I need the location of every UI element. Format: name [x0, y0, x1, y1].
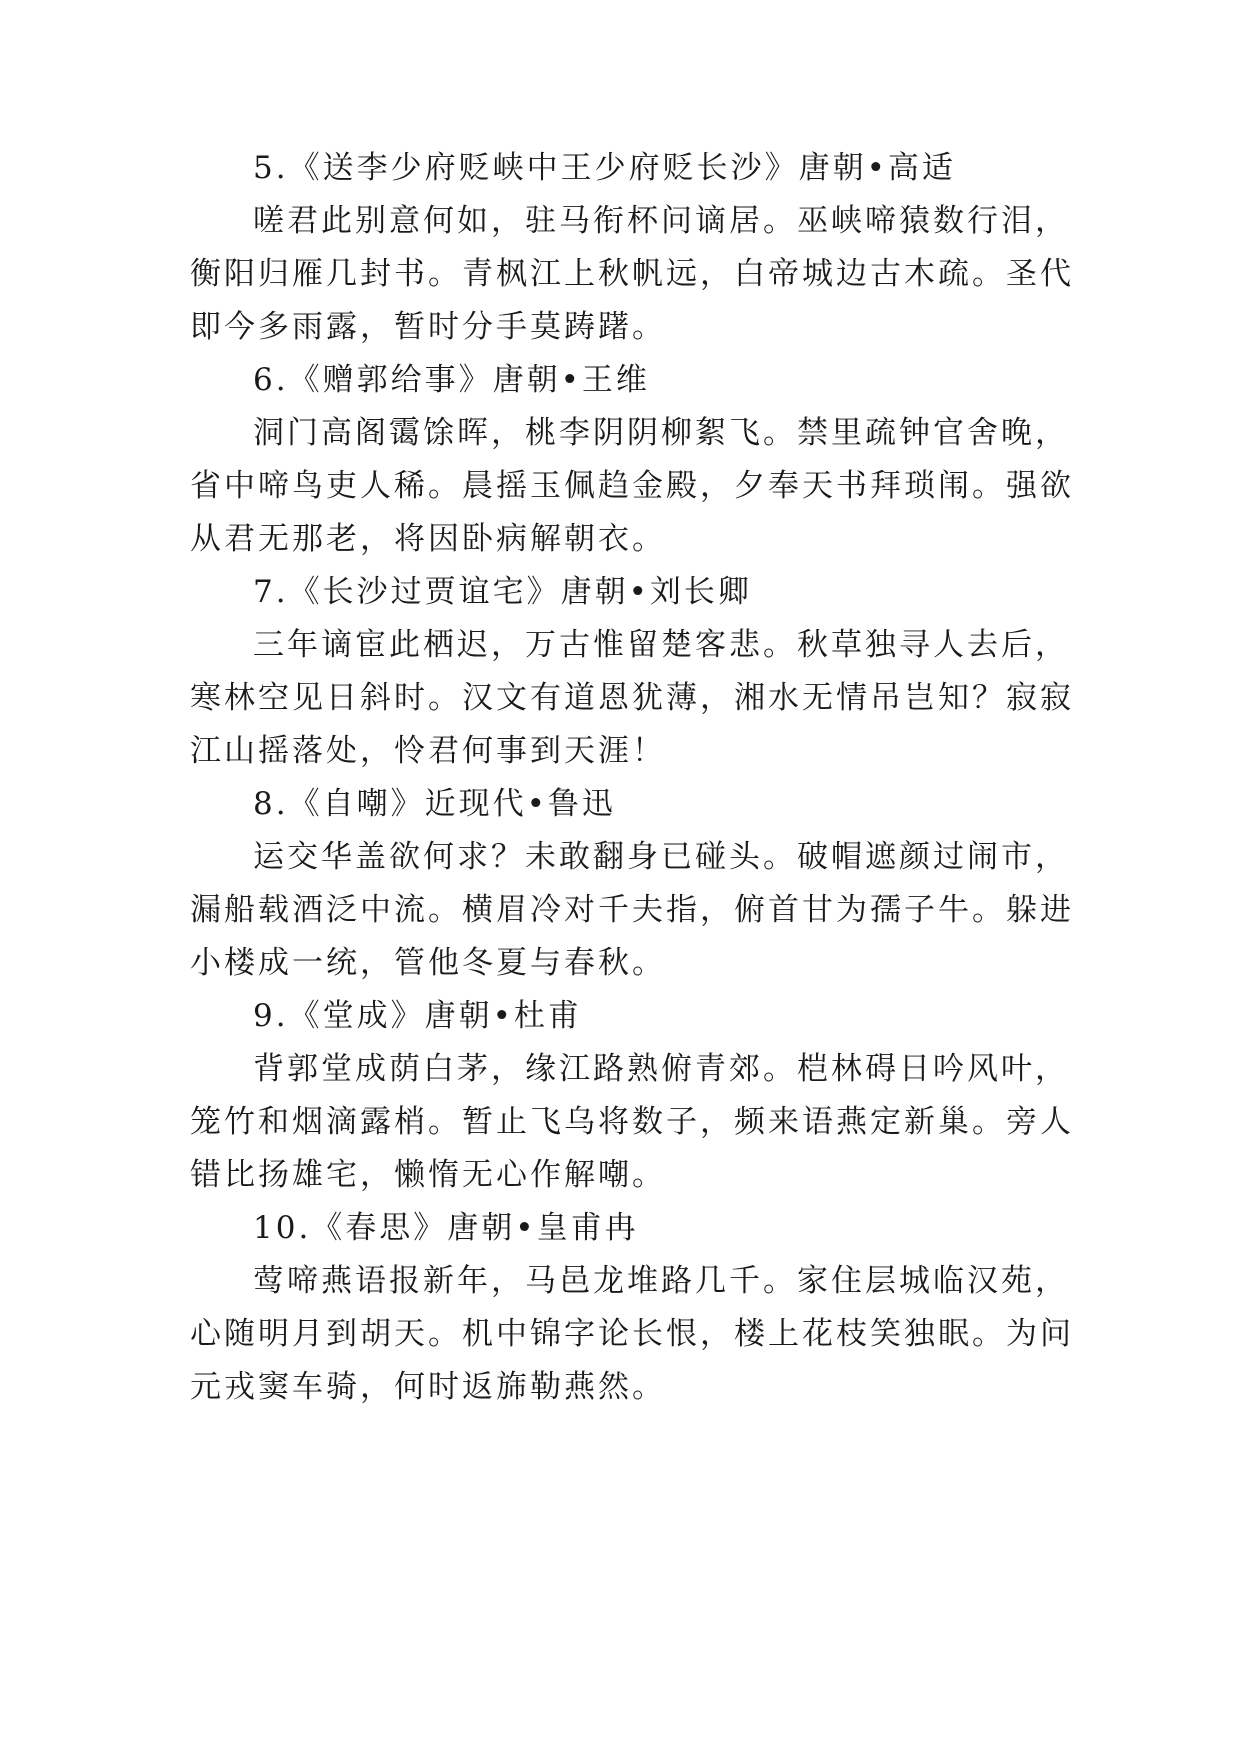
poem-line: 嗟君此别意何如，驻马衔杯问谪居。巫峡啼猿数行泪，	[253, 203, 1069, 239]
poem-line: 笼竹和烟滴露梢。暂止飞乌将数子，频来语燕定新巢。旁人	[190, 1104, 1074, 1140]
poem-line: 衡阳归雁几封书。青枫江上秋帆远，白帝城边古木疏。圣代	[190, 256, 1074, 292]
poem-title: 7.《长沙过贾谊宅》唐朝•刘长卿	[253, 574, 752, 610]
poem-line: 省中啼鸟吏人稀。晨摇玉佩趋金殿，夕奉天书拜琐闱。强欲	[190, 468, 1074, 504]
poem-line: 元戎窦车骑，何时返旆勒燕然。	[190, 1369, 666, 1405]
poem-title: 9.《堂成》唐朝•杜甫	[253, 998, 582, 1034]
poem-line: 三年谪宦此栖迟，万古惟留楚客悲。秋草独寻人去后，	[253, 627, 1069, 663]
poem-title: 10.《春思》唐朝•皇甫冉	[253, 1210, 639, 1246]
poem-line: 背郭堂成荫白茅，缘江路熟俯青郊。桤林碍日吟风叶，	[253, 1051, 1069, 1087]
poem-title: 6.《赠郭给事》唐朝•王维	[253, 362, 650, 398]
poem-line: 错比扬雄宅，懒惰无心作解嘲。	[190, 1157, 666, 1193]
poem-line: 从君无那老，将因卧病解朝衣。	[190, 521, 666, 557]
poem-line: 心随明月到胡天。机中锦字论长恨，楼上花枝笑独眠。为问	[190, 1316, 1074, 1352]
poem-title: 8.《自嘲》近现代•鲁迅	[253, 786, 616, 822]
poem-line: 漏船载酒泛中流。横眉冷对千夫指，俯首甘为孺子牛。躲进	[190, 892, 1074, 928]
poem-line: 莺啼燕语报新年，马邑龙堆路几千。家住层城临汉苑，	[253, 1263, 1069, 1299]
poem-line: 寒林空见日斜时。汉文有道恩犹薄，湘水无情吊岂知？寂寂	[190, 680, 1074, 716]
poem-line: 即今多雨露，暂时分手莫踌躇。	[190, 309, 666, 345]
poem-title: 5.《送李少府贬峡中王少府贬长沙》唐朝•高适	[253, 150, 956, 186]
poem-line: 洞门高阁霭馀晖，桃李阴阴柳絮飞。禁里疏钟官舍晚，	[253, 415, 1069, 451]
poem-line: 小楼成一统，管他冬夏与春秋。	[190, 945, 666, 981]
poem-line: 运交华盖欲何求？未敢翻身已碰头。破帽遮颜过闹市，	[253, 839, 1069, 875]
poem-line: 江山摇落处，怜君何事到天涯！	[190, 733, 666, 769]
